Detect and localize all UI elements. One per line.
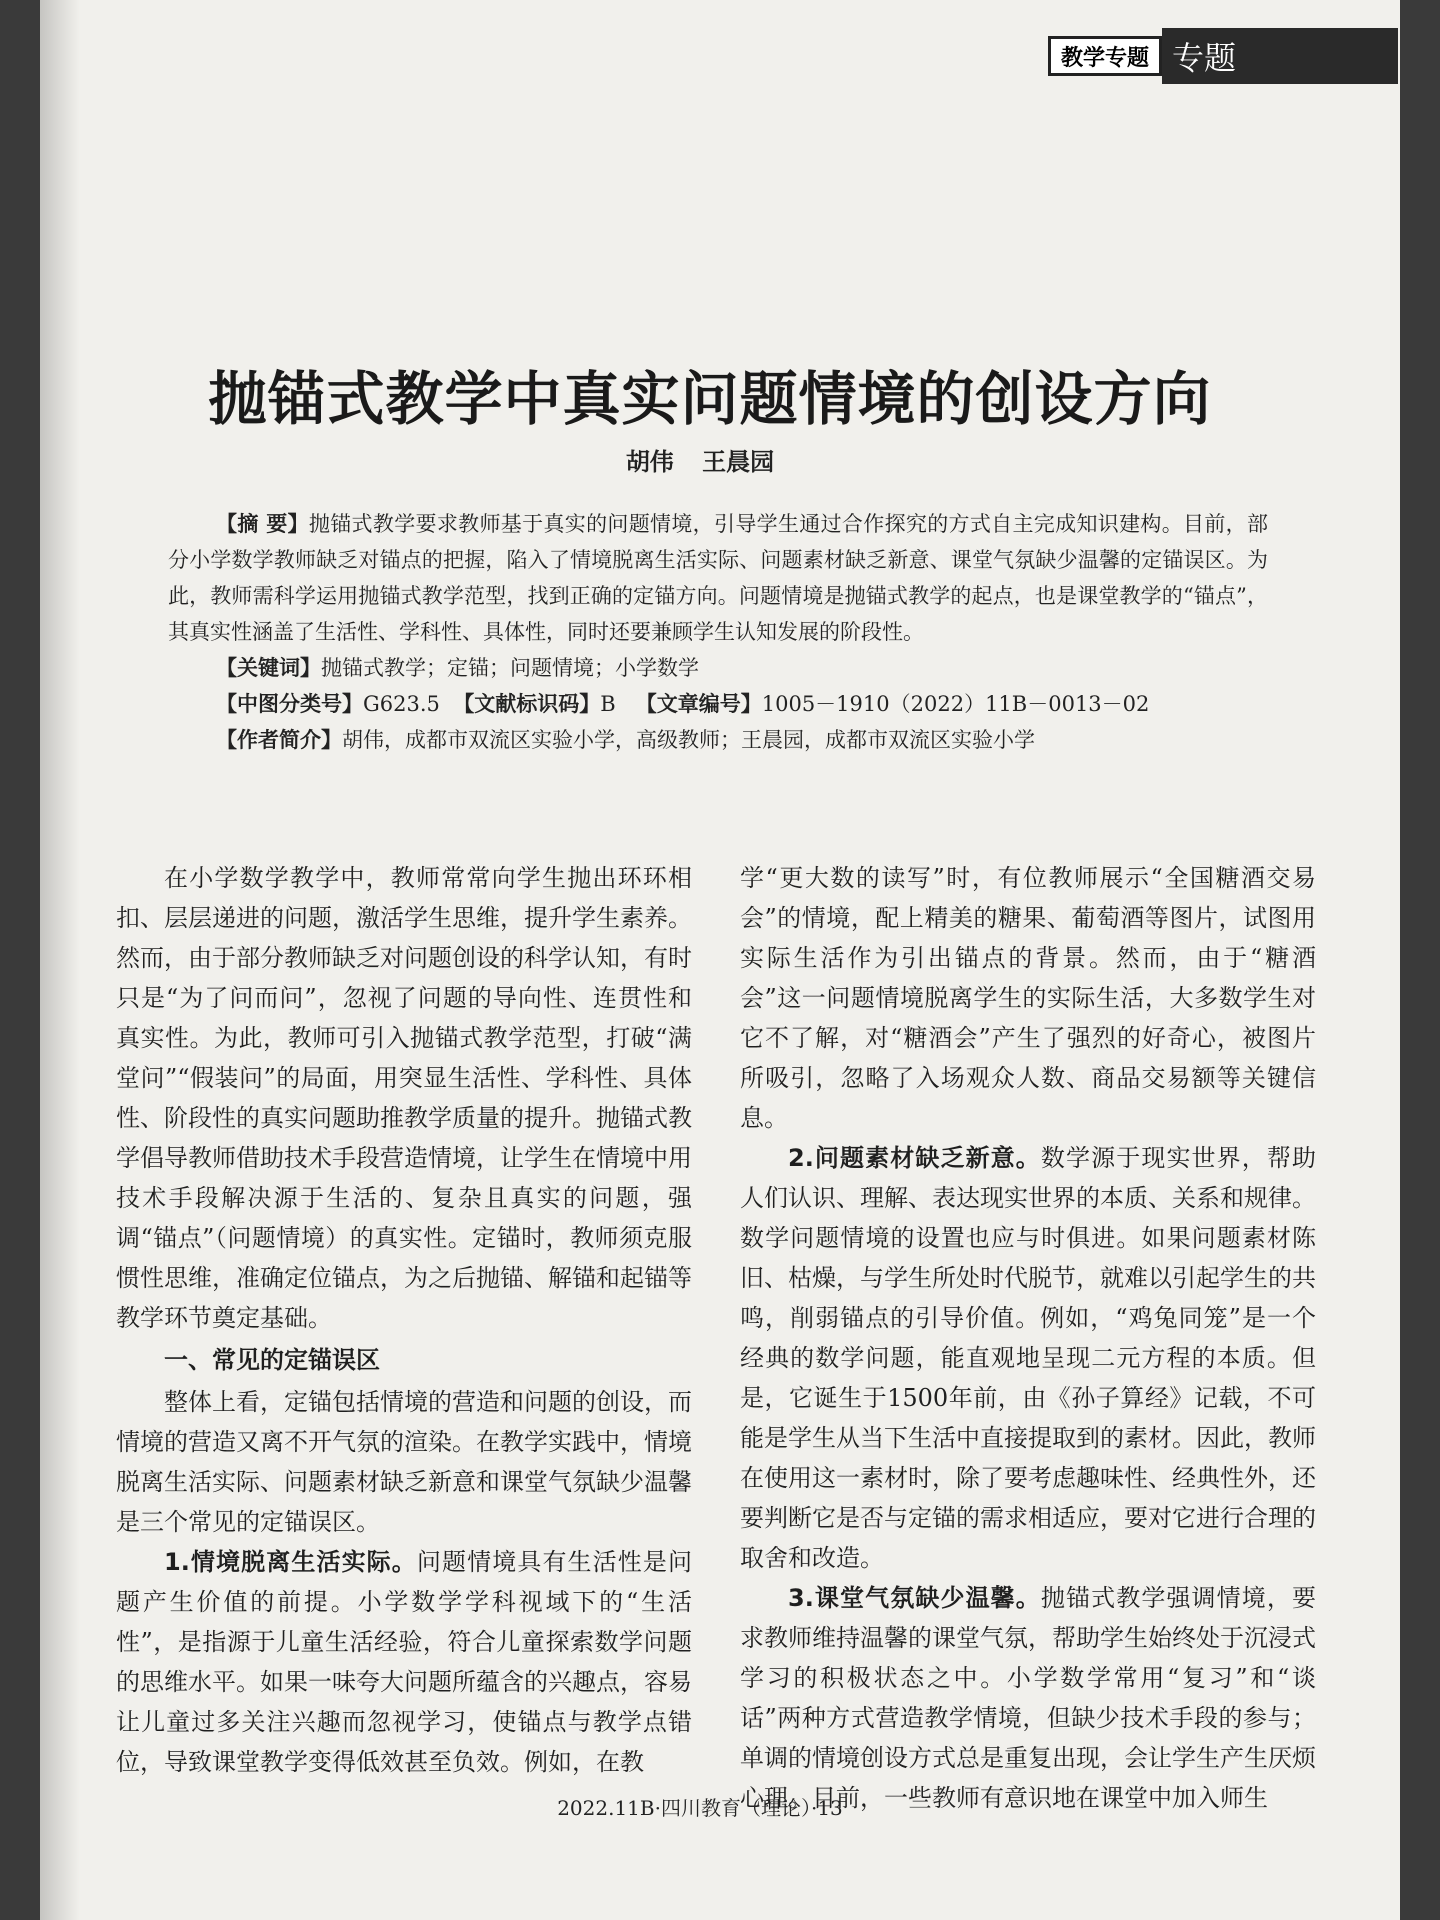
author-info-text: 胡伟，成都市双流区实验小学，高级教师；王晨园，成都市双流区实验小学 [342, 728, 1035, 752]
left-column [116, 858, 692, 1818]
author-info-label: 【作者简介】 [216, 728, 342, 752]
section-heading: 一、常见的定锚误区 [164, 1346, 380, 1374]
section-intro-paragraph: 整体上看，定锚包括情境的营造和问题的创设，而情境的营造又离不开气氛的渲染。在教学实践中，情境脱离生活实际、问题素材缺乏新意和课堂气氛缺少温馨是三个常见的定锚误区。 [116, 1388, 692, 1536]
article-meta [168, 506, 1268, 758]
subsection-3-text: 抛锚式教学强调情境，要求教师维持温馨的课堂气氛，帮助学生始终处于沉浸式学习的积极状态之中。小学数学常用“复习”和“谈话”两种方式营造教学情境，但缺少技术手段的参与；单调的情境创设方式总是重复出现，会让学生产生厌烦心理。目前，一些教师有意识地在课堂中加入师生 [740, 1584, 1316, 1812]
right-column [740, 858, 1316, 1818]
page-gutter-shadow [40, 0, 80, 1920]
article-title: 抛锚式教学中真实问题情境的创设方向 [208, 365, 1212, 433]
subsection-3 [740, 1578, 1316, 1818]
article-authors: 胡伟 王晨园 [625, 448, 775, 476]
subsection-2 [740, 1138, 1316, 1578]
subsection-1 [116, 1542, 692, 1782]
column-label: 专题 [1162, 28, 1398, 84]
section-label: 教学专题 [1048, 36, 1162, 76]
doc-code-value: B [600, 692, 616, 716]
continued-paragraph: 学“更大数的读写”时，有位教师展示“全国糖酒交易会”的情境，配上精美的糖果、葡萄酒等图片，试图用实际生活作为引出锚点的背景。然而，由于“糖酒会”这一问题情境脱离学生的实际生活，大多数学生对它不了解，对“糖酒会”产生了强烈的好奇心，被图片所吸引，忽略了入场观众人数、商品交易额等关键信息。 [740, 864, 1316, 1132]
abstract-text: 抛锚式教学要求教师基于真实的问题情境，引导学生通过合作探究的方式自主完成知识建构。目前，部分小学数学教师缺乏对锚点的把握，陷入了情境脱离生活实际、问题素材缺乏新意、课堂气氛缺少温馨的定锚误区。为此，教师需科学运用抛锚式教学范型，找到正确的定锚方向。问题情境是抛锚式教学的起点，也是课堂教学的“锚点”，其真实性涵盖了生活性、学科性、具体性，同时还要兼顾学生认知发展的阶段性。 [168, 512, 1269, 644]
subsection-3-title: 3.课堂气氛缺少温馨。 [788, 1584, 1041, 1612]
running-header [1048, 28, 1398, 84]
intro-paragraph: 在小学数学教学中，教师常常向学生抛出环环相扣、层层递进的问题，激活学生思维，提升学生素养。然而，由于部分教师缺乏对问题创设的科学认知，有时只是“为了问而问”，忽视了问题的导向性、连贯性和真实性。为此，教师可引入抛锚式教学范型，打破“满堂问”“假装问”的局面，用突显生活性、学科性、具体性、阶段性的真实问题助推教学质量的提升。抛锚式教学倡导教师借助技术手段营造情境，让学生在情境中用技术手段解决源于生活的、复杂且真实的问题，强调“锚点”（问题情境）的真实性。定锚时，教师须克服惯性思维，准确定位锚点，为之后抛锚、解锚和起锚等教学环节奠定基础。 [116, 864, 692, 1332]
keywords-text: 抛锚式教学；定锚；问题情境；小学数学 [321, 656, 699, 680]
subsection-2-text: 数学源于现实世界，帮助人们认识、理解、表达现实世界的本质、关系和规律。数学问题情境的设置也应与时俱进。如果问题素材陈旧、枯燥，与学生所处时代脱节，就难以引起学生的共鸣，削弱锚点的引导价值。例如，“鸡兔同笼”是一个经典的数学问题，能直观地呈现二元方程的本质。但是，它诞生于1500年前，由《孙子算经》记载，不可能是学生从当下生活中直接提取到的素材。因此，教师在使用这一素材时，除了要考虑趣味性、经典性外，还要判断它是否与定锚的需求相适应，要对它进行合理的取舍和改造。 [740, 1144, 1316, 1572]
author-info [168, 722, 1268, 758]
doc-code-label: 【文献标识码】 [453, 692, 601, 716]
classification [168, 686, 1268, 722]
abstract [168, 506, 1268, 650]
article-number-label: 【文章编号】 [635, 692, 762, 716]
clc-value: G623.5 [363, 692, 440, 716]
keywords [168, 650, 1268, 686]
body-columns [116, 858, 1316, 1818]
keywords-label: 【关键词】 [216, 656, 321, 680]
subsection-1-title: 1.情境脱离生活实际。 [164, 1548, 417, 1576]
page-footer: 2022.11B·四川教育（理论）·13 [557, 1796, 843, 1820]
subsection-2-title: 2.问题素材缺乏新意。 [788, 1144, 1041, 1172]
abstract-label: 【摘 要】 [216, 512, 309, 536]
subsection-1-text: 问题情境具有生活性是问题产生价值的前提。小学数学学科视域下的“生活性”，是指源于儿童生活经验，符合儿童探索数学问题的思维水平。如果一味夸大问题所蕴含的兴趣点，容易让儿童过多关注兴趣而忽视学习，使锚点与教学点错位，导致课堂教学变得低效甚至负效。例如，在教 [116, 1548, 692, 1776]
article-number-value: 1005－1910（2022）11B－0013－02 [761, 692, 1150, 716]
clc-label: 【中图分类号】 [216, 692, 363, 716]
